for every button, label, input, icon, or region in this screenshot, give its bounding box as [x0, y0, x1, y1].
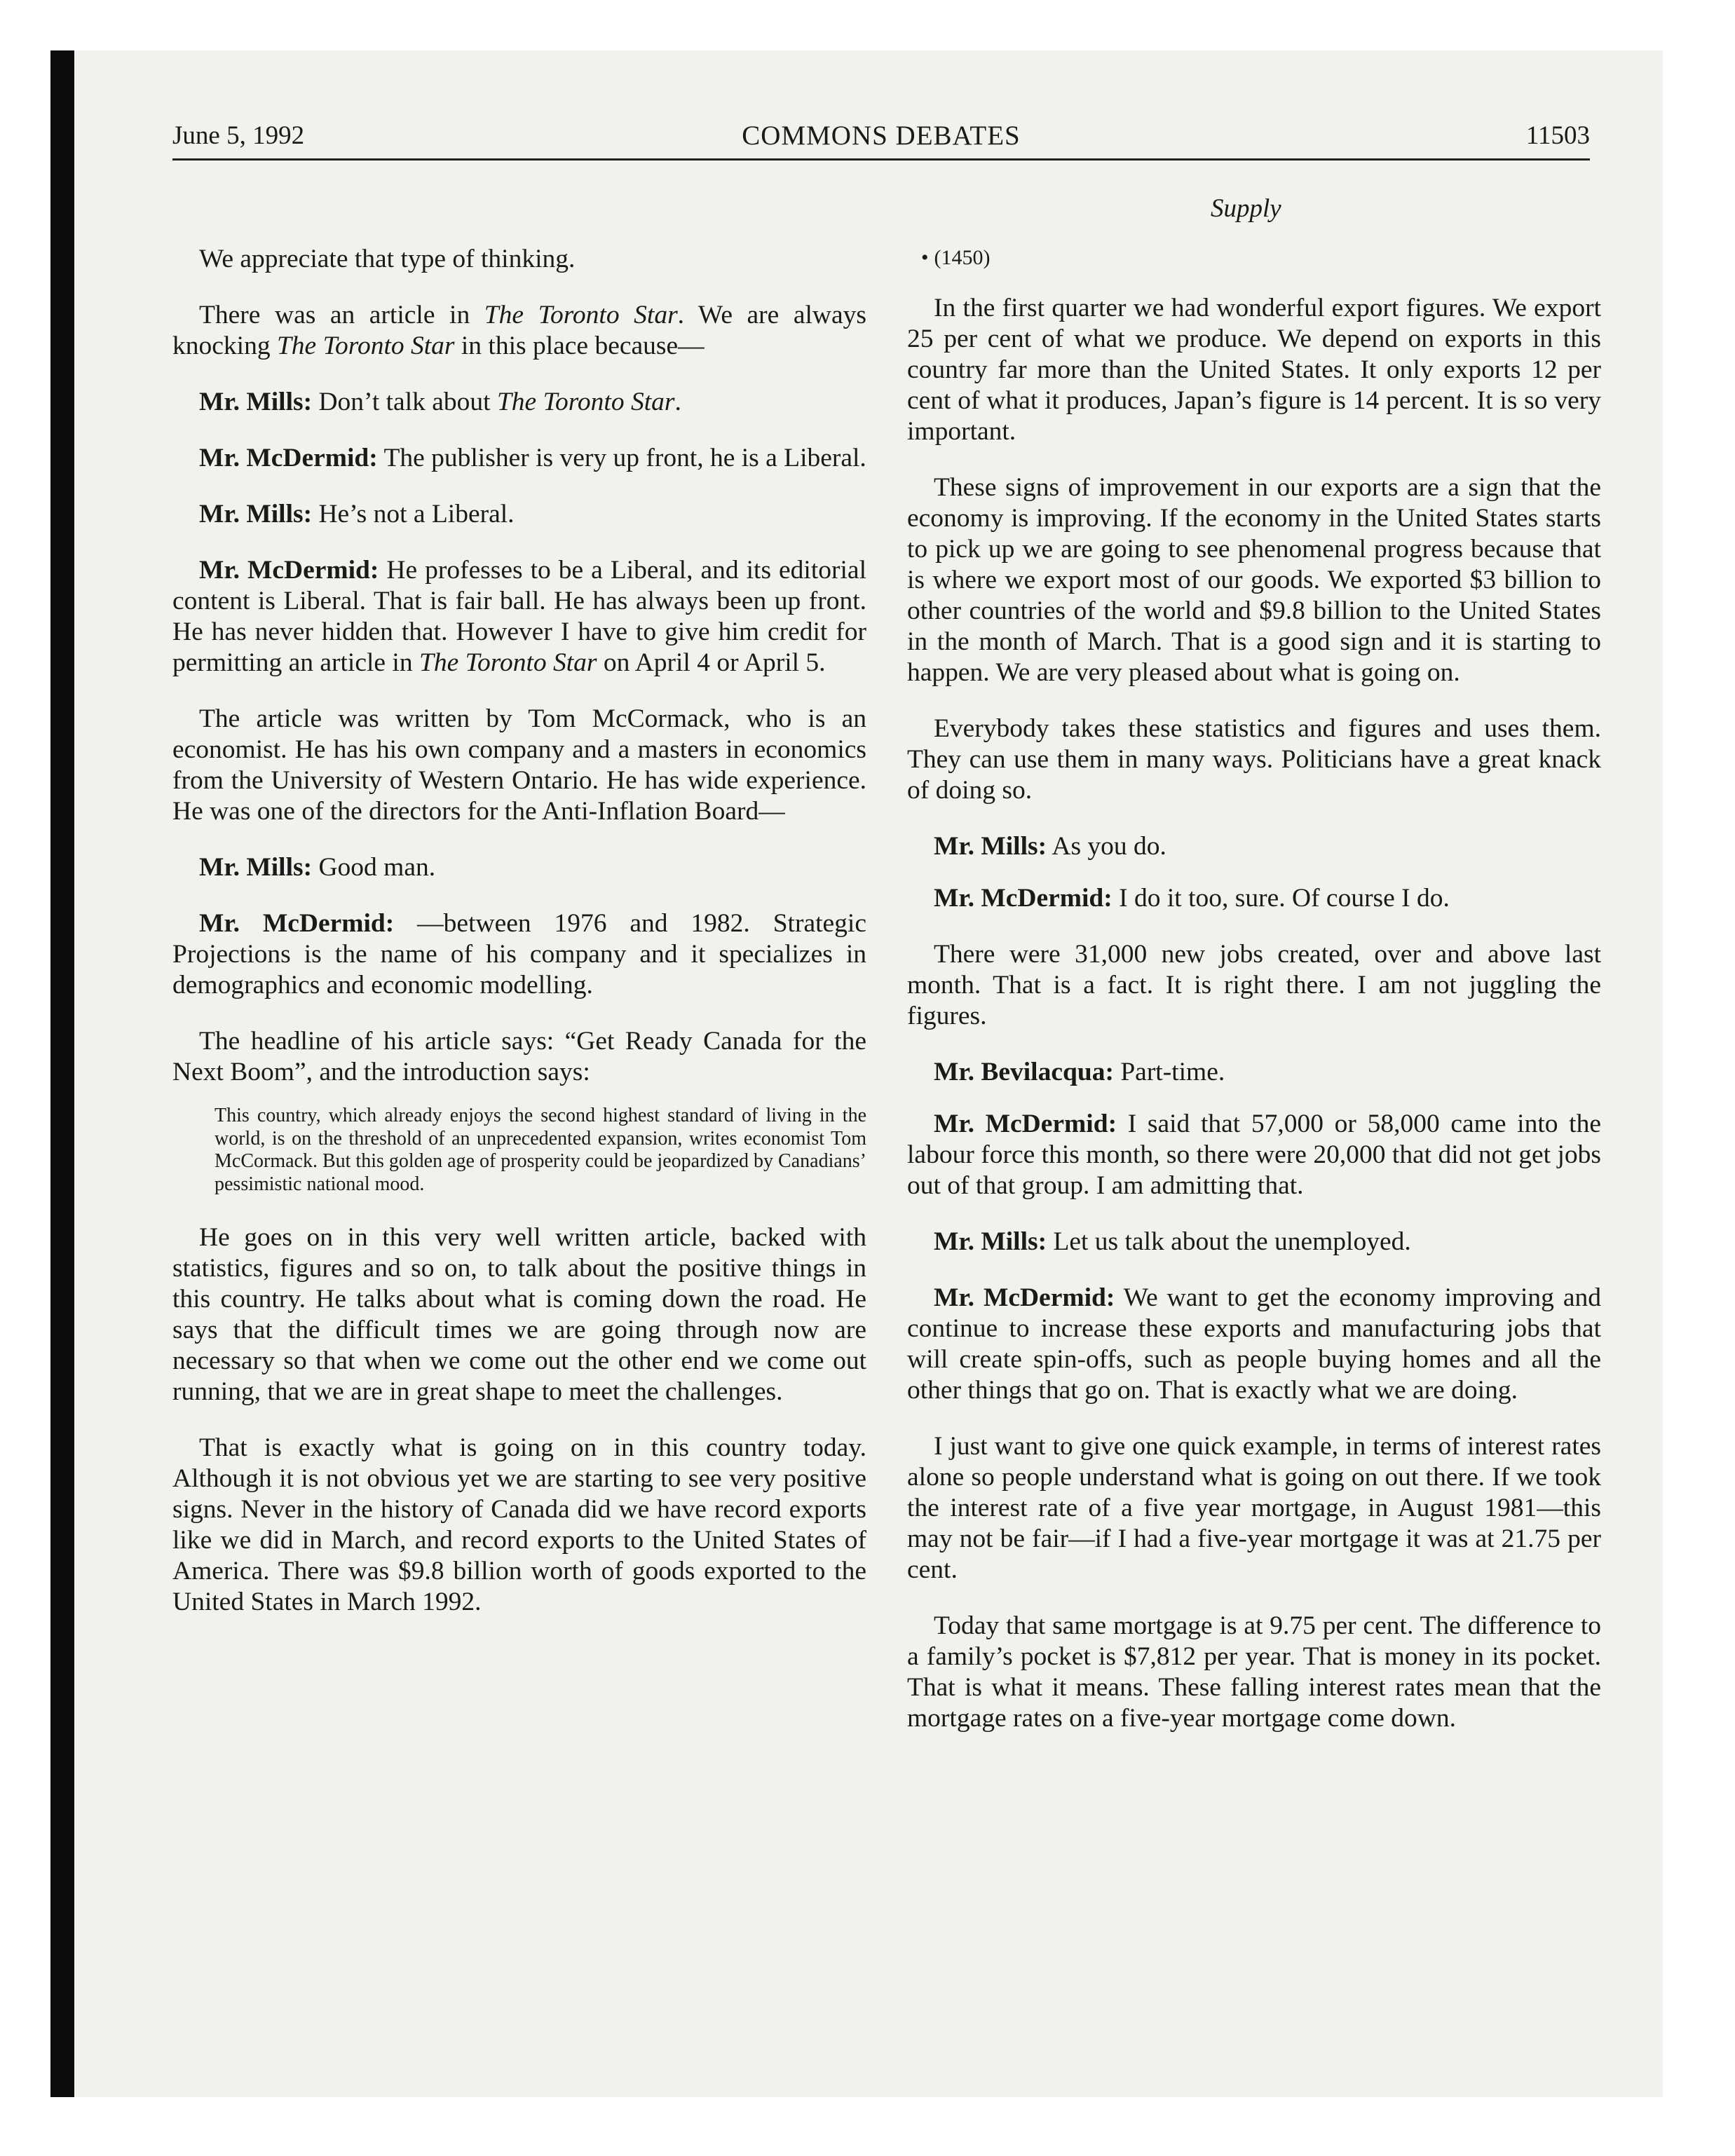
- speech: [172, 852, 866, 883]
- speech-text: Part-time.: [1113, 1058, 1225, 1086]
- speech: [172, 443, 866, 474]
- paragraph: The article was written by Tom McCormack, who is an economist. He has his own company and a masters in economics from the University of Western Ontario. He has wide experience. He was one of the directors for the Anti-Inflation Board—: [172, 704, 866, 826]
- block-quote: This country, which already enjoys the second highest standard of living in the world, is on the threshold of an unprecedented expansion, writes economist Tom McCormack. But this golden age of prosperity could be jeopardized by Canadians’ pessimistic national mood.: [215, 1105, 866, 1195]
- paragraph: In the first quarter we had wonderful export figures. We export 25 per cent of what we produce. We depend on exports in this country far more than the United States. It only exports 12 per cent of what it produces, Japan’s figure is 14 percent. It is so very important.: [907, 294, 1601, 446]
- speech-text: I said that 57,000 or 58,000 came into the labour force this month, so there were 20,000 that did not get jobs out of that group. I am admitting that.: [907, 1110, 1601, 1200]
- speech: [172, 499, 866, 530]
- speaker-name: Mr. McDermid:: [199, 909, 395, 938]
- speech-text: Let us talk about the unemployed.: [1047, 1227, 1411, 1256]
- newspaper-title: The Toronto Star: [496, 388, 675, 416]
- timecode: [921, 244, 1601, 272]
- header-page-number: 11503: [1525, 121, 1590, 150]
- text-run: Don’t talk about: [312, 388, 497, 416]
- speech-text: Good man.: [312, 853, 436, 882]
- speech: [172, 555, 866, 678]
- binding-edge: [50, 50, 74, 2097]
- paragraph: Everybody takes these statistics and figures and uses them. They can use them in many ways. Politicians have a great knack of doing so.: [907, 714, 1601, 805]
- paragraph: [172, 300, 866, 362]
- speaker-name: Mr. Mills:: [934, 832, 1047, 861]
- speech: [907, 831, 1601, 862]
- speech: [907, 1227, 1601, 1257]
- speaker-name: Mr. Mills:: [934, 1227, 1047, 1256]
- header-date: June 5, 1992: [172, 121, 305, 150]
- newspaper-title: The Toronto Star: [419, 648, 597, 677]
- speech-text: He’s not a Liberal.: [312, 500, 515, 528]
- speech: [172, 387, 866, 418]
- speech-text: We want to get the economy improving and continue to increase these exports and manufacturing jobs that will create spin-offs, such as people buying homes and all the other things that go on. That is exactly what we are doing.: [907, 1283, 1601, 1405]
- paragraph: The headline of his article says: “Get Ready Canada for the Next Boom”, and the introduction says:: [172, 1027, 866, 1086]
- speaker-name: Mr. McDermid:: [199, 444, 378, 472]
- speech-text: The publisher is very up front, he is a Liberal.: [377, 444, 866, 472]
- text-run: .: [674, 388, 681, 416]
- paragraph: There were 31,000 new jobs created, over and above last month. That is a fact. It is right there. I am not juggling the figures.: [907, 940, 1601, 1030]
- speaker-name: Mr. McDermid:: [934, 1110, 1117, 1138]
- text-run: in this place because—: [454, 332, 705, 360]
- paragraph: That is exactly what is going on in this country today. Although it is not obvious yet we are starting to see very positive signs. Never in the history of Canada did we have record exports like we did in March, and record exports to the United States of America. There was $9.8 billion worth of goods exported to the United States in March 1992.: [172, 1433, 866, 1616]
- timecode-value: (1450): [934, 246, 991, 269]
- speech: [907, 1057, 1601, 1088]
- speaker-name: Mr. Bevilacqua:: [934, 1058, 1114, 1086]
- speech-text: —between 1976 and 1982. Strategic Projections is the name of his company and it specializes in demographics and economic modelling.: [172, 909, 866, 999]
- speech-text: I do it too, sure. Of course I do.: [1112, 884, 1450, 913]
- text-run: . We are always knocking: [172, 301, 866, 360]
- running-head: [172, 115, 1590, 157]
- speech-text: As you do.: [1047, 832, 1166, 861]
- speech: [907, 1109, 1601, 1201]
- header-publication: COMMONS DEBATES: [742, 121, 1021, 151]
- speech: [907, 1283, 1601, 1406]
- right-column: [907, 244, 1601, 1759]
- paragraph: I just want to give one quick example, in terms of interest rates alone so people understand what is going on out there. If we took the interest rate of a five year mortgage, in August 1981—this may not be fair—if I had a five-year mortgage it was at 21.75 per cent.: [907, 1432, 1601, 1584]
- speaker-name: Mr. McDermid:: [934, 884, 1113, 913]
- speaker-name: Mr. Mills:: [199, 388, 313, 416]
- speaker-name: Mr. Mills:: [199, 853, 313, 882]
- speaker-name: Mr. Mills:: [199, 500, 313, 528]
- paragraph: We appreciate that type of thinking.: [199, 245, 576, 273]
- speech-text: on April 4 or April 5.: [597, 648, 826, 677]
- newspaper-title: The Toronto Star: [484, 301, 678, 329]
- newspaper-title: The Toronto Star: [276, 332, 455, 360]
- text-run: There was an article in: [199, 301, 484, 329]
- paragraph: These signs of improvement in our exports are a sign that the economy is improving. If the economy in the United States starts to pick up we are going to see phenomenal progress because that is where we export most of our goods. We exported $3 billion to other countries of the world and $9.8 billion to the United States in the month of March. That is a good sign and it is starting to happen. We are very pleased about what is going on.: [907, 473, 1601, 687]
- header-rule: [172, 158, 1590, 161]
- speech: [907, 883, 1601, 914]
- paragraph: He goes on in this very well written article, backed with statistics, figures and so on, to talk about the positive things in this country. He talks about what is coming down the road. He says that the difficult times we are going through now are necessary so that when we come out the other end we come out running, that we are in great shape to meet the challenges.: [172, 1223, 866, 1406]
- left-column: [172, 244, 866, 1643]
- speech-text: He professes to be a Liberal, and its editorial content is Liberal. That is fair ball. He has always been up front. He has never hidden that. However I have to give him credit for permitting an article in: [172, 556, 866, 677]
- bullet-icon: •: [921, 246, 929, 269]
- paragraph: Today that same mortgage is at 9.75 per cent. The difference to a family’s pocket is $7,812 per year. That is money in its pocket. That is what it means. These falling interest rates mean that the mortgage rates on a five-year mortgage come down.: [907, 1611, 1601, 1733]
- section-label: Supply: [1211, 194, 1281, 223]
- speech: [172, 908, 866, 1001]
- speaker-name: Mr. McDermid:: [199, 556, 379, 585]
- speaker-name: Mr. McDermid:: [934, 1283, 1115, 1312]
